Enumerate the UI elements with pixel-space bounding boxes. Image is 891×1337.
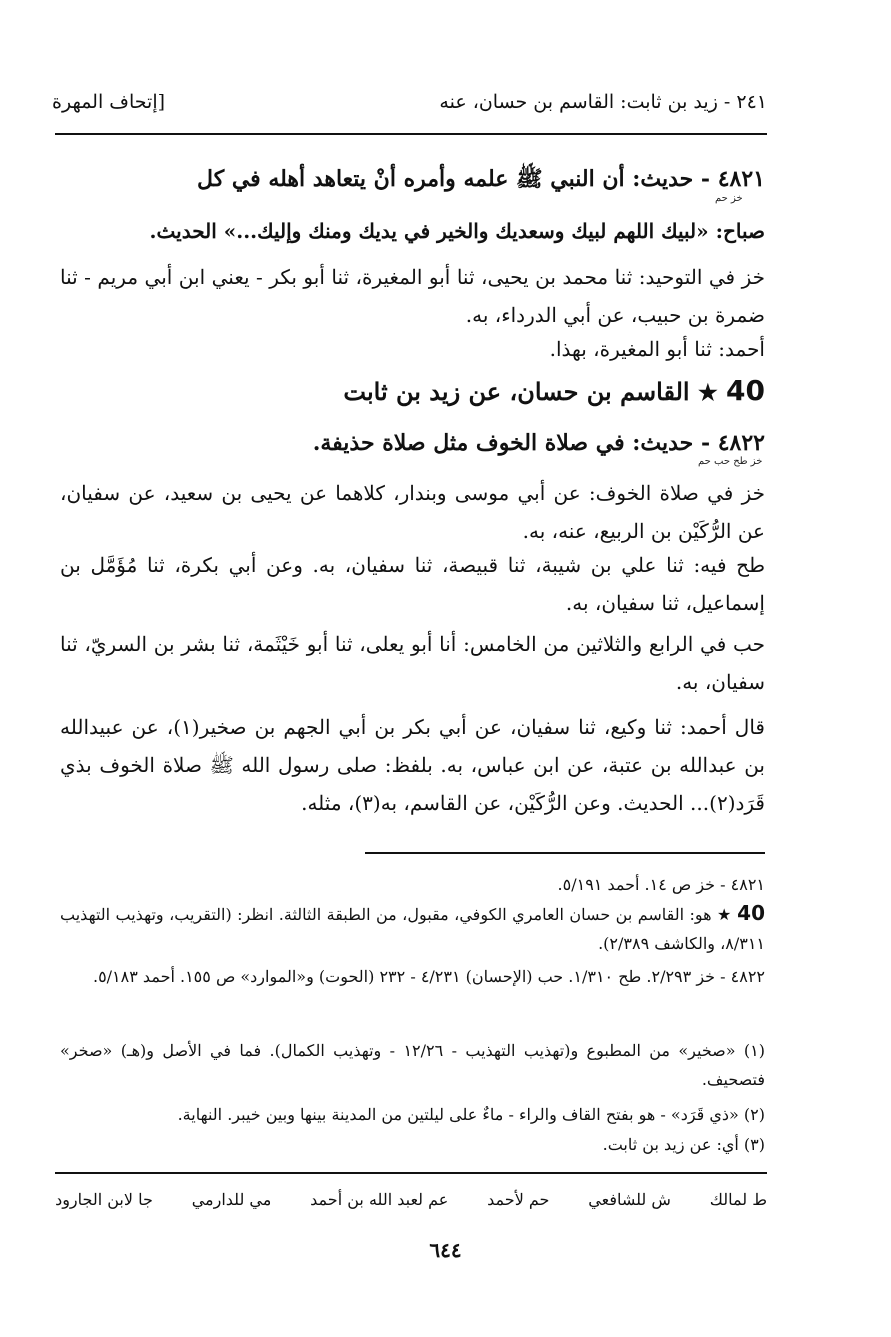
footnote-4821: ٤٨٢١ - خز ص ١٤. أحمد ٥/١٩١.: [557, 875, 765, 894]
chapter-title: ٢٤١ - زيد بن ثابت: القاسم بن حسان، عنه: [439, 91, 767, 113]
running-header: [52, 82, 767, 122]
abbr-shafii: ش للشافعي: [588, 1190, 671, 1209]
entry-4821-ahmad: أحمد: ثنا أبو المغيرة، بهذا.: [549, 337, 765, 361]
entry-4821-line2: صباح: «لبيك اللهم لبيك وسعديك والخير في يديك ومنك وإليك...» الحديث.: [149, 219, 765, 243]
footnote-40-text: هو: القاسم بن حسان العامري الكوفي، مقبول، من الطبقة الثالثة. انظر: (التقريب، وتهذيب التهذيب ٨/٣١١، والكاشف ٢/٣٨٩).: [60, 905, 765, 953]
section-number: 40: [726, 374, 765, 407]
entry-4822-khuz: خز في صلاة الخوف: عن أبي موسى وبندار، كلاهما عن يحيى بن سعيد، عن سفيان، عن الرُّكَيْن بن الربيع، عنه، به.: [60, 481, 765, 543]
entry-4822-source-tags: خز طح حب حم: [698, 456, 763, 467]
entry-4821-line1: ٤٨٢١ - حديث: أن النبي ﷺ علمه وأمره أنْ يتعاهد أهله في كل: [197, 166, 765, 192]
entry-4822-tahawi: طح فيه: ثنا علي بن شيبة، ثنا قبيصة، ثنا سفيان، به. وعن أبي بكرة، ثنا مُؤَمَّل بن إسماعيل، ثنا سفيان، به.: [60, 553, 765, 615]
abbr-abdullah: عم لعبد الله بن أحمد: [310, 1190, 449, 1209]
abbr-ahmad: حم لأحمد: [487, 1190, 550, 1209]
star-icon: ★: [717, 905, 732, 924]
page-number: ٦٤٤: [429, 1238, 462, 1262]
footnote-40-number: 40: [737, 901, 766, 925]
star-icon: ★: [697, 380, 718, 406]
footnote-3: (٣) أي: عن زيد بن ثابت.: [602, 1135, 765, 1154]
entry-4821-heading: [60, 160, 765, 198]
footnote-rule: [365, 852, 765, 854]
header-rule: [55, 133, 767, 135]
book-title: [إتحاف المهرة: [52, 91, 166, 113]
abbreviation-key: [55, 1190, 767, 1209]
footnote-1: (١) «صخير» من المطبوع و(تهذيب التهذيب - ١٢/٢٦ - وتهذيب الكمال). فما في الأصل و(هـ) «صخر» فتصحيف.: [60, 1041, 765, 1089]
entry-4822-ahmad: قال أحمد: ثنا وكيع، ثنا سفيان، عن أبي بكر بن أبي الجهم بن صخير(١)، عن عبيدالله بن عبدالله بن عتبة، عن ابن عباس، به. بلفظ: صلى رسول الله ﷺ صلاة الخوف بذي قَرَد(٢)... الحديث. وعن الرُّكَيْن، عن القاسم، به(٣)، مثله.: [60, 715, 765, 815]
footnote-40: [60, 899, 765, 958]
entry-4822-heading: ٤٨٢٢ - حديث: في صلاة الخوف مثل صلاة حذيفة.: [312, 430, 765, 456]
abbreviation-rule: [55, 1172, 767, 1174]
entry-4822-ibn-hibban: حب في الرابع والثلاثين من الخامس: أنا أبو يعلى، ثنا أبو خَيْثَمة، ثنا بشر بن السريّ، ثنا سفيان، به.: [60, 632, 765, 694]
footnote-2: (٢) «ذي قَرَد» - هو بفتح القاف والراء - ماءٌ على ليلتين من المدينة بينها وبين خيبر. النهاية.: [177, 1105, 765, 1124]
entry-4821-isnad: خز في التوحيد: ثنا محمد بن يحيى، ثنا أبو المغيرة، ثنا أبو بكر - يعني ابن أبي مريم - ثنا ضمرة بن حبيب، عن أبي الدرداء، به.: [60, 265, 765, 327]
abbr-malik: ط لمالك: [709, 1190, 767, 1209]
section-40-heading: [60, 372, 765, 412]
section-title: القاسم بن حسان، عن زيد بن ثابت: [343, 377, 690, 406]
entry-4821-source-tags: خز حم: [715, 193, 743, 204]
abbr-ibn-jarud: جا لابن الجارود: [55, 1190, 153, 1209]
footnote-4822: ٤٨٢٢ - خز ٢/٢٩٣. طح ١/٣١٠. حب (الإحسان) ٤/٢٣١ - ٢٣٢ (الحوت) و«الموارد» ص ١٥٥. أحمد ٥/١٨٣.: [92, 967, 765, 986]
abbr-darimi: مي للدارمي: [191, 1190, 272, 1209]
